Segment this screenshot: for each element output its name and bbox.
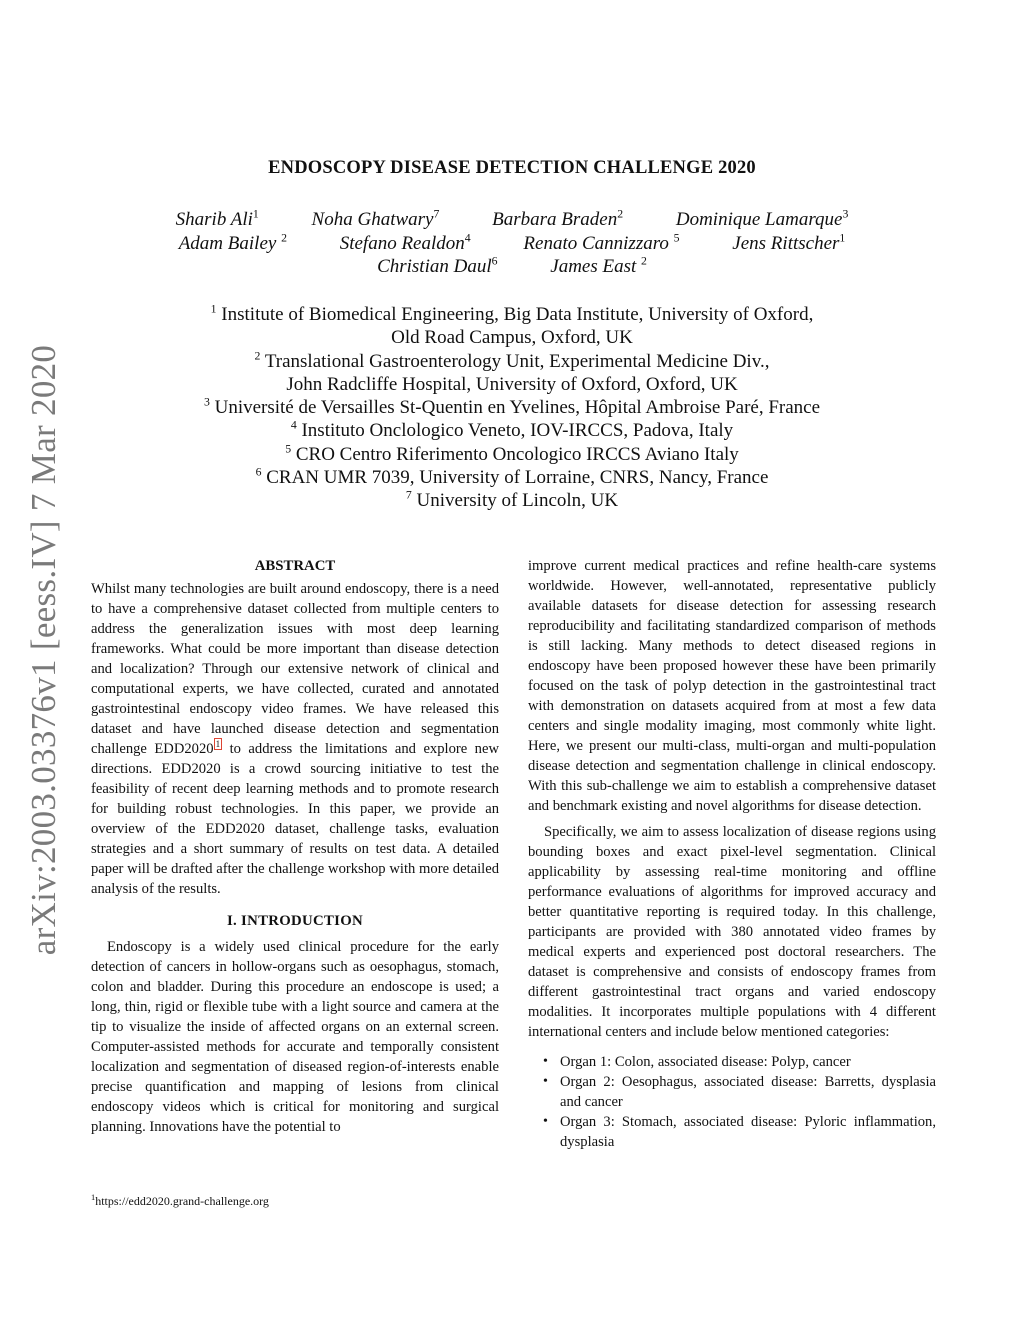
- author: Christian Daul$^6$: [377, 254, 498, 277]
- affiliation: John Radcliffe Hospital, University of Oxford, Oxford, UK: [286, 373, 738, 395]
- affiliation: $^1$ Institute of Biomedical Engineering, Big Data Institute, University of Oxford,: [210, 302, 814, 325]
- author: Adam Bailey $^2$: [178, 231, 287, 254]
- author: Sharib Ali$^1$: [175, 207, 259, 230]
- right-column: [528, 556, 936, 1152]
- author: Jens Rittscher$^1$: [732, 231, 846, 254]
- list-item: • Organ 1: Colon, associated disease: Polyp, cancer: [543, 1054, 851, 1070]
- list-item: • Organ 3: Stomach, associated disease: Pyloric inflammation, dysplasia: [543, 1114, 936, 1150]
- author-row: [0, 232, 1024, 256]
- left-column: [91, 556, 499, 1137]
- author: Renato Cannizzaro $^5$: [523, 231, 680, 254]
- arxiv-identifier: arXiv:2003.03376v1 [eess.IV] 7 Mar 2020: [24, 344, 63, 956]
- abstract-heading: ABSTRACT: [254, 558, 336, 574]
- paper-title: ENDOSCOPY DISEASE DETECTION CHALLENGE 2020: [268, 158, 756, 178]
- intro-paragraph-1: Endoscopy is a widely used clinical procedure for the early detection of cancers in hollow-organs such as oesophagus, stomach, colon and bladder. During this procedure an endoscope is used; a long, thin, rigid or flexible tube with a light source and camera at the tip to visualize the inside of affected organs on an external screen. Computer-assisted methods for accurate and temporally consistent localization and segmentation of diseased region-of-interests enable precise quantification and mapping of lesions from clinical endoscopy videos which is critical for monitoring and surgical planning. Innovations have the potential to: [91, 939, 499, 1135]
- intro-paragraph-1-continued: improve current medical practices and refine health-care systems worldwide. However, well-annotated, representative publicly available datasets for disease detection for assessing research reproducibility and facilitating standardized comparison of methods is still lacking. Many methods to detect diseased regions in endoscopy have been proposed however these have been primarily focused on the task of polyp detection in the gastrointestinal tract with demonstration on datasets acquired from at most a few data centers and single modality imaging, most commonly white light. Here, we present our multi-class, multi-organ and multi-population disease detection and segmentation challenge in clinical endoscopy. With this sub-challenge we aim to establish a comprehensive dataset and benchmark existing and novel algorithms for disease detection.: [528, 558, 936, 814]
- author-row: [0, 208, 1024, 232]
- affiliation: $^7$ University of Lincoln, UK: [405, 489, 619, 512]
- author: Stefano Realdon$^4$: [339, 231, 471, 254]
- bullet-icon: •: [543, 1114, 548, 1129]
- footnote-url[interactable]: https://edd2020.grand-challenge.org: [95, 1194, 269, 1208]
- author-row: [0, 255, 1024, 279]
- author: Noha Ghatwary$^7$: [311, 207, 440, 230]
- affiliation: $^2$ Translational Gastroenterology Unit, Experimental Medicine Div.,: [254, 349, 770, 372]
- affiliation: $^3$ Université de Versailles St-Quentin en Yvelines, Hôpital Ambroise Paré, France: [203, 395, 821, 419]
- affiliation: $^6$ CRAN UMR 7039, University of Lorraine, CNRS, Nancy, France: [255, 465, 769, 489]
- arxiv-sidebar: [0, 0, 82, 1325]
- author: Barbara Braden$^2$: [492, 207, 624, 230]
- affiliation: $^5$ CRO Centro Riferimento Oncologico IRCCS Aviano Italy: [285, 442, 739, 465]
- affiliation-list: [0, 303, 1024, 513]
- bullet-icon: •: [543, 1074, 548, 1089]
- list-item: • Organ 2: Oesophagus, associated disease: Barretts, dysplasia and cancer: [543, 1074, 936, 1110]
- abstract-text: Whilst many technologies are built around endoscopy, there is a need to have a comprehensive dataset collected from multiple centers to address the generalization issues with most deep learning frameworks. What could be more important than disease detection and localization? Through our extensive network of clinical and computational experts, we have collected, curated and annotated gastrointestinal endoscopy video frames. We have released this dataset and have launched disease detection and segmentation challenge EDD2020 $^1$ to address the limitations and explore new directions. EDD2020 is a crowd sourcing initiative to test the feasibility of recent deep learning methods and to promote research for building robust technologies. In this paper, we provide an overview of the EDD2020 dataset, challenge tasks, evaluation strategies and a short summary of results on test data. A detailed paper will be drafted after the challenge workshop with more detailed analysis of the results.: [91, 581, 499, 897]
- intro-paragraph-2: Specifically, we aim to assess localization of disease regions using bounding boxes and exact pixel-level segmentation. Clinical applicability by assessing real-time monitoring and offline performance evaluations of algorithms for improved accuracy and better quantitative reporting is required today. In this challenge, participants are provided with 380 annotated video frames by medical experts and experienced post doctoral researchers. The dataset is comprehensive and consists of endoscopy frames from different gastrointestinal tract organs and varied endoscopy modalities. It incorporates multiple populations with 4 different international centers and include below mentioned categories:: [528, 824, 936, 1040]
- footnote-link[interactable]: 1: [215, 739, 221, 750]
- bullet-icon: •: [543, 1054, 548, 1069]
- organ-category-list: [528, 1052, 936, 1152]
- author-list: [0, 208, 1024, 279]
- affiliation: Old Road Campus, Oxford, UK: [391, 327, 633, 349]
- author: James East $^2$: [550, 254, 647, 277]
- affiliation: $^4$ Instituto Onclologico Veneto, IOV-IRCCS, Padova, Italy: [290, 419, 734, 442]
- section-heading-introduction: I. INTRODUCTION: [226, 913, 364, 929]
- author: Dominique Lamarque$^3$: [675, 207, 849, 230]
- footnote: $^1$https://edd2020.grand-challenge.org: [91, 1193, 269, 1208]
